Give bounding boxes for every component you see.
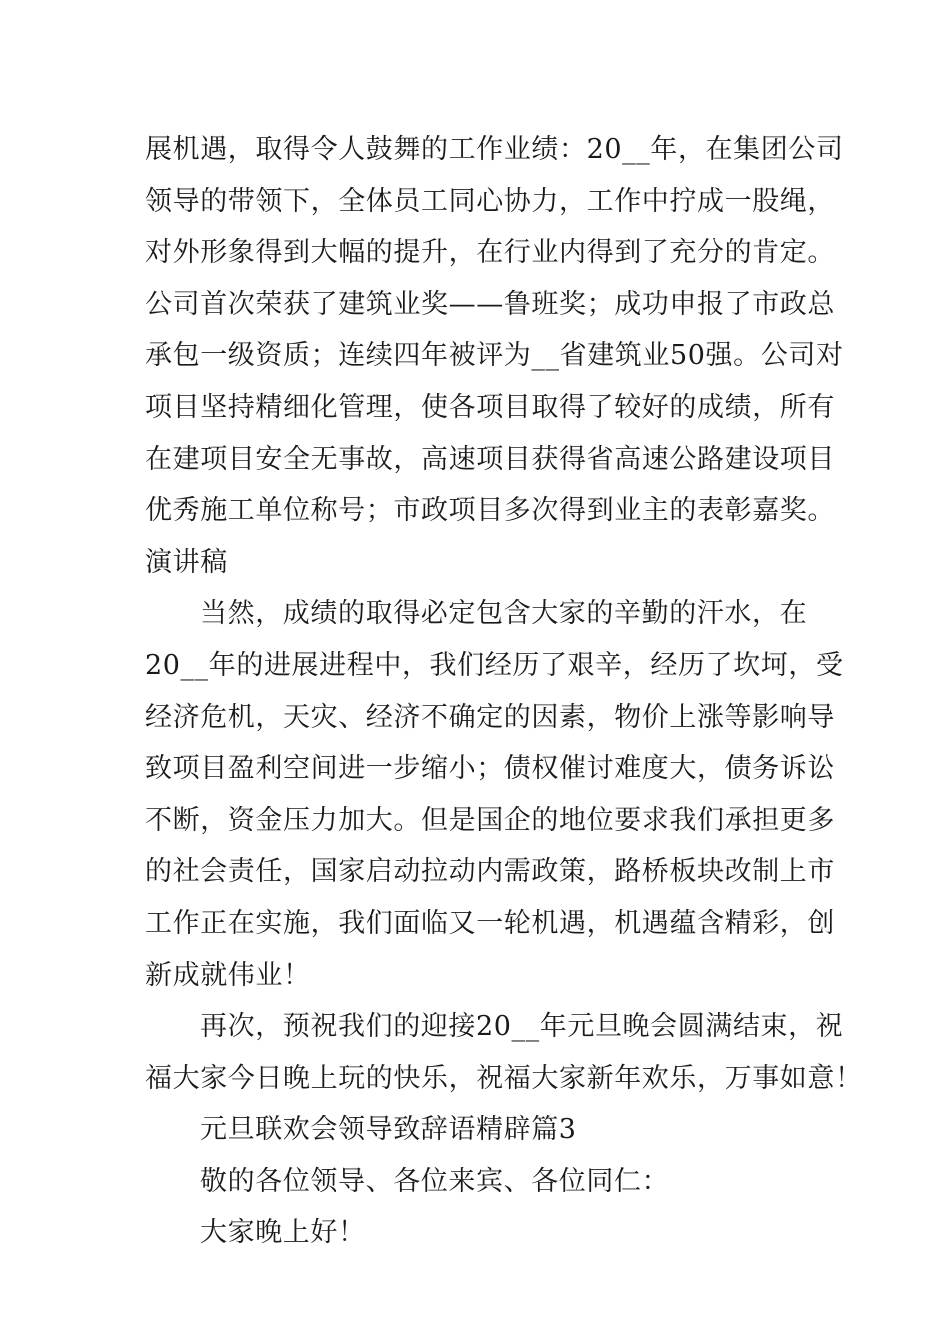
text-line: 展机遇，取得令人鼓舞的工作业绩：20__年，在集团公司 — [145, 134, 844, 165]
text-line: 福大家今日晚上玩的快乐，祝福大家新年欢乐，万事如意！ — [145, 1062, 863, 1094]
salutation-line: 敬的各位领导、各位来宾、各位同仁： — [200, 1165, 670, 1197]
text-line: 公司首次荣获了建筑业奖——鲁班奖；成功申报了市政总 — [145, 288, 835, 320]
text-line: 20__年的进展进程中，我们经历了艰辛，经历了坎坷，受 — [145, 649, 844, 681]
text-line: 致项目盈利空间进一步缩小；债权催讨难度大，债务诉讼 — [145, 753, 835, 785]
text-line: 经济危机，天灾、经济不确定的因素，物价上涨等影响导 — [145, 701, 835, 733]
text-line: 对外形象得到大幅的提升，在行业内得到了充分的肯定。 — [145, 237, 835, 269]
text-line: 承包一级资质；连续四年被评为__省建筑业50强。公司对 — [145, 340, 844, 372]
text-line: 优秀施工单位称号；市政项目多次得到业主的表彰嘉奖。 — [145, 495, 835, 527]
text-line: 不断，资金压力加大。但是国企的地位要求我们承担更多 — [145, 804, 835, 836]
text-line: 在建项目安全无事故，高速项目获得省高速公路建设项目 — [145, 443, 835, 475]
document-body — [145, 124, 863, 1259]
text-line: 工作正在实施，我们面临又一轮机遇，机遇蕴含精彩，创 — [145, 907, 835, 939]
text-line: 新成就伟业！ — [145, 959, 311, 991]
text-line: 演讲稿 — [145, 546, 228, 578]
paragraph-start-line: 再次，预祝我们的迎接20__年元旦晚会圆满结束，祝 — [200, 1011, 844, 1043]
greeting-line: 大家晚上好！ — [200, 1217, 366, 1249]
text-line: 的社会责任，国家启动拉动内需政策，路桥板块改制上市 — [145, 856, 835, 888]
section-heading: 元旦联欢会领导致辞语精辟篇3 — [200, 1114, 577, 1146]
text-line: 项目坚持精细化管理，使各项目取得了较好的成绩，所有 — [145, 391, 835, 423]
text-line: 领导的带领下，全体员工同心协力，工作中拧成一股绳， — [145, 185, 835, 217]
paragraph-start-line: 当然，成绩的取得必定包含大家的辛勤的汗水，在 — [200, 598, 808, 630]
